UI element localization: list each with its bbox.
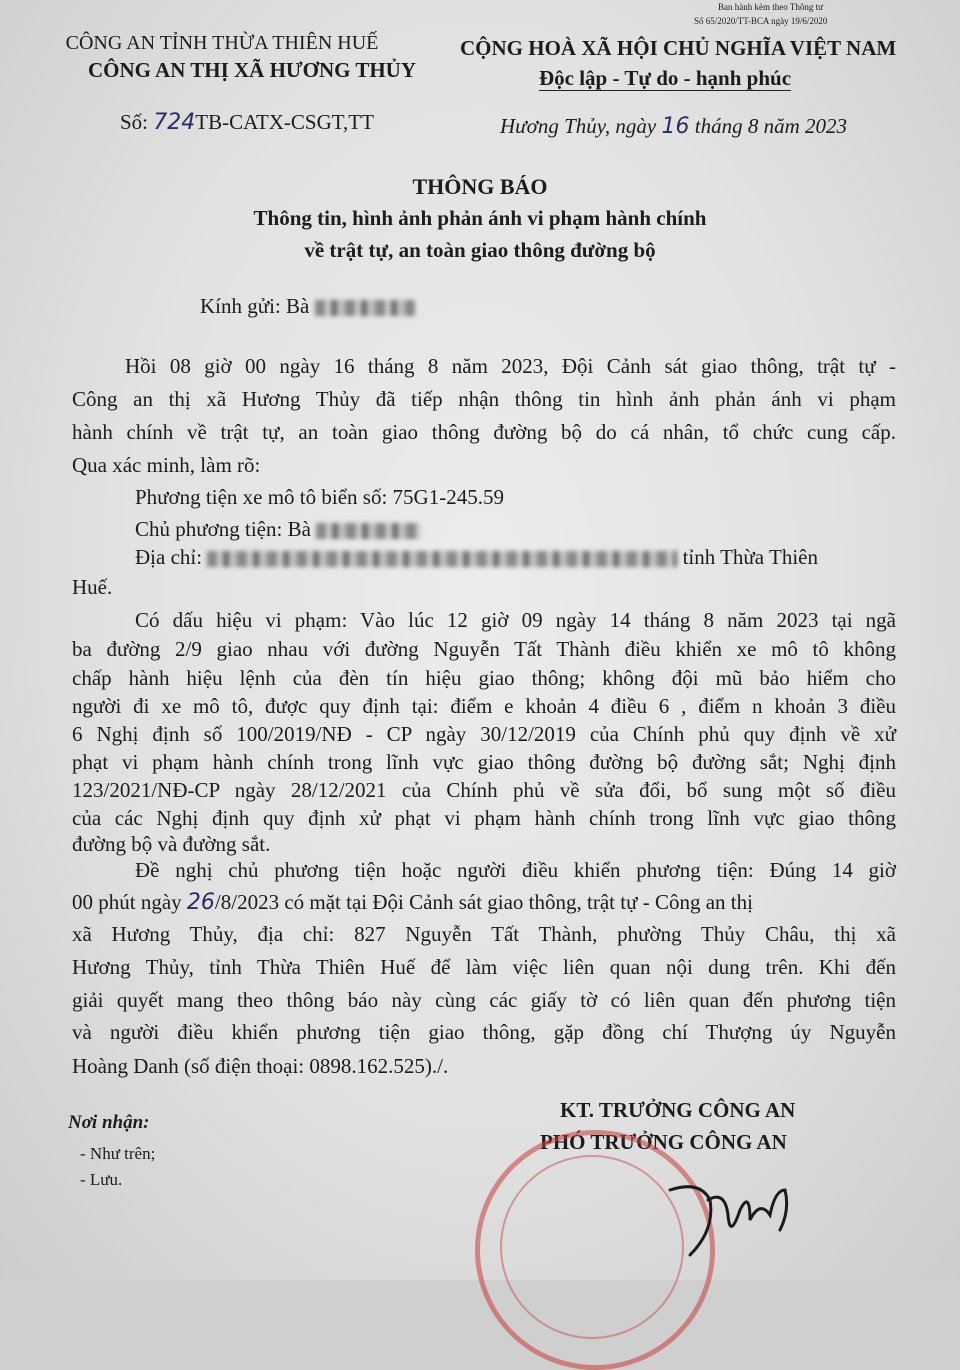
top-note-line2: Số 65/2020/TT-BCA ngày 19/6/2020: [694, 16, 828, 26]
agency-parent: CÔNG AN TỈNH THỪA THIÊN HUẾ: [65, 32, 379, 54]
para3-line-2: [72, 890, 753, 915]
redacted-name: [315, 300, 415, 316]
address-label: Địa chỉ:: [135, 545, 203, 569]
recipient-item-1: - Như trên;: [80, 1144, 156, 1163]
owner-label: Chủ phương tiện: Bà: [135, 517, 311, 541]
para3-pre: 00 phút ngày: [72, 890, 182, 914]
para3-line-6: và người điều khiển phương tiện giao thông, gặp đồng chí Thượng úy Nguyễn: [72, 1020, 896, 1044]
para2-line-4: người đi xe mô tô, được quy định tại: điểm e khoản 4 điều 6 , điểm n khoản 3 điều: [72, 694, 896, 718]
notice-subtitle-1: Thông tin, hình ảnh phản ánh vi phạm hành chính: [253, 206, 707, 230]
redacted-address: [207, 551, 677, 567]
recipient-line: [200, 294, 415, 319]
agency-name: CÔNG AN THỊ XÃ HƯƠNG THỦY: [87, 58, 417, 82]
para3-line-1: Đề nghị chủ phương tiện hoặc người điều khiển phương tiện: Đúng 14 giờ: [135, 858, 896, 882]
recipients-label: Nơi nhận:: [68, 1112, 150, 1133]
handwritten-signature: [600, 1160, 820, 1270]
para1-line-3: hành chính về trật tự, an toàn giao thông đường bộ do cá nhân, tổ chức cung cấp.: [72, 420, 896, 444]
para1-line-2: Công an thị xã Hương Thủy đã tiếp nhận thông tin hình ảnh phản ánh vi phạm: [72, 387, 896, 411]
para3-line-4: Hương Thủy, tỉnh Thừa Thiên Huế để làm việc liên quan nội dung trên. Khi đến: [72, 955, 896, 979]
notice-title: THÔNG BÁO: [412, 174, 548, 199]
redacted-owner: [316, 523, 421, 539]
date-prefix: Hương Thủy, ngày: [500, 114, 657, 138]
para1-line-4: Qua xác minh, làm rõ:: [72, 453, 261, 477]
signature-title-2: PHÓ TRƯỞNG CÔNG AN: [540, 1130, 787, 1154]
number-handwritten: 724: [153, 110, 196, 135]
signature-title-1: KT. TRƯỞNG CÔNG AN: [560, 1098, 796, 1122]
para2-line-7: 123/2021/NĐ-CP ngày 28/12/2021 của Chính phủ về sửa đổi, bổ sung một số điều: [72, 778, 896, 802]
issue-date: [500, 114, 847, 139]
number-suffix: TB-CATX-CSGT,TT: [195, 110, 374, 134]
para2-line-6: phạt vi phạm hành chính trong lĩnh vực giao thông đường bộ đường sắt; Nghị định: [72, 750, 896, 774]
para3-post: /8/2023 có mặt tại Đội Cảnh sát giao thông, trật tự - Công an thị: [214, 890, 753, 914]
recipient-label: Kính gửi: Bà: [200, 294, 310, 318]
para3-line-7: Hoàng Danh (số điện thoại: 0898.162.525)./.: [72, 1054, 449, 1078]
para2-line-9: đường bộ và đường sắt.: [72, 832, 271, 856]
para2-line-2: ba đường 2/9 giao nhau với đường Nguyễn Tất Thành điều khiển xe mô tô không: [72, 637, 896, 661]
para3-line-5: giải quyết mang theo thông báo này cùng các giấy tờ có liên quan đến phương tiện: [72, 988, 896, 1012]
motto-text: Độc lập - Tự do - hạnh phúc: [538, 66, 792, 90]
number-prefix: Số:: [120, 110, 149, 134]
para2-line-3: chấp hành hiệu lệnh của đèn tín hiệu giao thông; không đội mũ bảo hiểm cho: [72, 666, 896, 690]
para2-line-5: 6 Nghị định số 100/2019/NĐ - CP ngày 30/12/2019 của Chính phủ quy định về xử: [72, 722, 896, 746]
address-line: [135, 545, 818, 570]
recipient-item-2: - Lưu.: [80, 1170, 123, 1189]
vehicle-line: Phương tiện xe mô tô biển số: 75G1-245.59: [135, 485, 504, 509]
document-number: [120, 110, 374, 135]
motto: [500, 66, 830, 91]
top-note-line1: Ban hành kèm theo Thông tư: [718, 2, 823, 12]
para1-line-1: Hồi 08 giờ 00 ngày 16 tháng 8 năm 2023, Đội Cảnh sát giao thông, trật tự -: [125, 354, 896, 378]
para2-line-1: Có dấu hiệu vi phạm: Vào lúc 12 giờ 09 ngày 14 tháng 8 năm 2023 tại ngã: [135, 608, 896, 632]
para2-line-8: của các Nghị định quy định xử phạt vi phạm hành chính trong lĩnh vực giao thông: [72, 806, 896, 830]
nation-title: CỘNG HOÀ XÃ HỘI CHỦ NGHĨA VIỆT NAM: [460, 36, 897, 60]
notice-subtitle-2: về trật tự, an toàn giao thông đường bộ: [304, 238, 656, 262]
date-day-handwritten: 16: [661, 114, 690, 139]
owner-line: [135, 517, 421, 542]
appointment-day-handwritten: 26: [186, 890, 215, 915]
address-tail: tỉnh Thừa Thiên: [682, 545, 818, 569]
date-suffix: tháng 8 năm 2023: [694, 114, 847, 138]
para3-line-3: xã Hương Thủy, địa chỉ: 827 Nguyễn Tất Thành, phường Thủy Châu, thị xã: [72, 922, 896, 946]
address-end: Huế.: [72, 575, 113, 599]
